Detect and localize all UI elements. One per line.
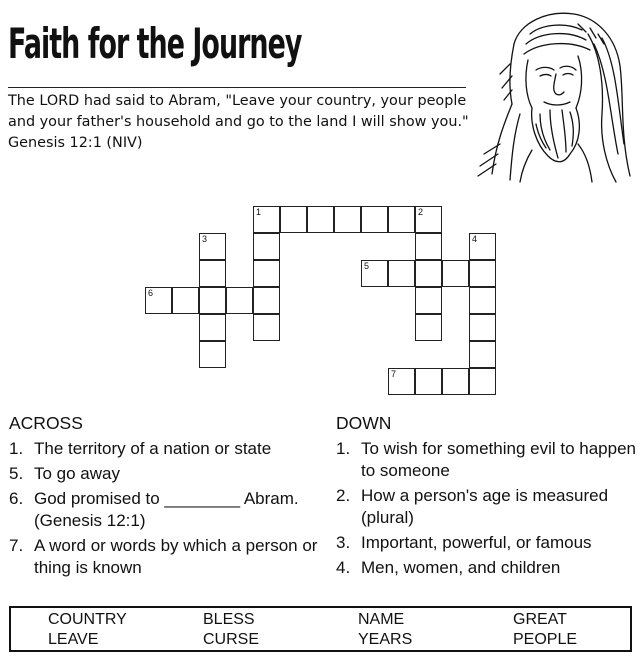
clue-item (9, 438, 327, 460)
crossword-cell[interactable] (253, 287, 280, 314)
clue-number-label: 5. (9, 464, 24, 483)
word-bank-item: PEOPLE (513, 631, 578, 648)
word-bank-item: COUNTRY (48, 611, 127, 628)
word-bank-item: YEARS (358, 631, 413, 648)
clue-number: 2 (418, 207, 424, 217)
word-bank-item: GREAT (513, 611, 567, 628)
crossword-cell[interactable] (361, 206, 388, 233)
word-bank-item: NAME (358, 611, 405, 628)
crossword-cell[interactable] (469, 341, 496, 368)
crossword-cell[interactable] (415, 287, 442, 314)
clue-number-label: 1. (336, 439, 351, 458)
clue-number-label: 1. (9, 439, 24, 458)
crossword-cell[interactable] (199, 341, 226, 368)
crossword-cell[interactable] (199, 233, 226, 260)
crossword-cell[interactable] (469, 314, 496, 341)
clue-text: God promised to ________ Abram. (Genesis 12:1) (34, 489, 299, 530)
clue-text: To go away (34, 464, 120, 483)
down-clues (336, 412, 636, 582)
clue-text: To wish for something evil to happen to someone (361, 439, 636, 480)
clue-number: 1 (256, 207, 262, 217)
clue-text: Men, women, and children (361, 558, 561, 577)
clue-number-label: 4. (336, 558, 351, 577)
across-clues (9, 412, 327, 582)
clue-item (9, 488, 327, 532)
crossword-cell[interactable] (469, 368, 496, 395)
crossword-cell[interactable] (388, 206, 415, 233)
crossword-cell[interactable] (442, 260, 469, 287)
crossword-cell[interactable] (415, 314, 442, 341)
clue-item (336, 438, 636, 482)
crossword-cell[interactable] (388, 368, 415, 395)
crossword-cell[interactable] (469, 233, 496, 260)
crossword-cell[interactable] (469, 287, 496, 314)
clue-text: The territory of a nation or state (34, 439, 272, 458)
crossword-cell[interactable] (415, 206, 442, 233)
crossword-cell[interactable] (253, 233, 280, 260)
down-heading: DOWN (336, 413, 392, 433)
crossword-cell[interactable] (361, 260, 388, 287)
crossword-cell[interactable] (415, 368, 442, 395)
across-heading: ACROSS (9, 413, 83, 433)
clue-text: How a person's age is measured (plural) (361, 486, 609, 527)
crossword-cell[interactable] (307, 206, 334, 233)
word-bank-item: BLESS (203, 611, 255, 628)
clue-item (9, 463, 327, 485)
word-bank (9, 606, 632, 652)
clue-number: 4 (472, 234, 478, 244)
clue-number: 7 (391, 369, 397, 379)
clue-number-label: 3. (336, 533, 351, 552)
clue-number-label: 7. (9, 536, 24, 555)
crossword-cell[interactable] (199, 260, 226, 287)
crossword-cell[interactable] (280, 206, 307, 233)
clue-text: Important, powerful, or famous (361, 533, 592, 552)
crossword-cell[interactable] (334, 206, 361, 233)
crossword-cell[interactable] (469, 260, 496, 287)
crossword-cell[interactable] (199, 287, 226, 314)
clue-number-label: 2. (336, 486, 351, 505)
word-bank-item: CURSE (203, 631, 260, 648)
clue-number: 6 (148, 288, 154, 298)
crossword-cell[interactable] (253, 260, 280, 287)
clue-item (336, 485, 636, 529)
page-title: Faith for the Journey (8, 19, 302, 68)
bible-verse: The LORD had said to Abram, "Leave your country, your people and your father's household and go to the land I will show you." Genesis 12:1 (NIV) (8, 93, 469, 151)
crossword-cell[interactable] (145, 287, 172, 314)
word-bank-item: LEAVE (48, 631, 99, 648)
clue-number-label: 6. (9, 489, 24, 508)
clue-item (9, 535, 327, 579)
clue-text: A word or words by which a person or thing is known (34, 536, 318, 577)
clue-item (336, 532, 636, 554)
crossword-cell[interactable] (253, 206, 280, 233)
crossword-cell[interactable] (415, 233, 442, 260)
crossword-cell[interactable] (172, 287, 199, 314)
crossword-cell[interactable] (442, 368, 469, 395)
clue-number: 3 (202, 234, 208, 244)
crossword-cell[interactable] (253, 314, 280, 341)
clue-item (336, 557, 636, 579)
crossword-cell[interactable] (226, 287, 253, 314)
crossword-cell[interactable] (199, 314, 226, 341)
crossword-cell[interactable] (388, 260, 415, 287)
crossword-cell[interactable] (415, 260, 442, 287)
clue-number: 5 (364, 261, 370, 271)
